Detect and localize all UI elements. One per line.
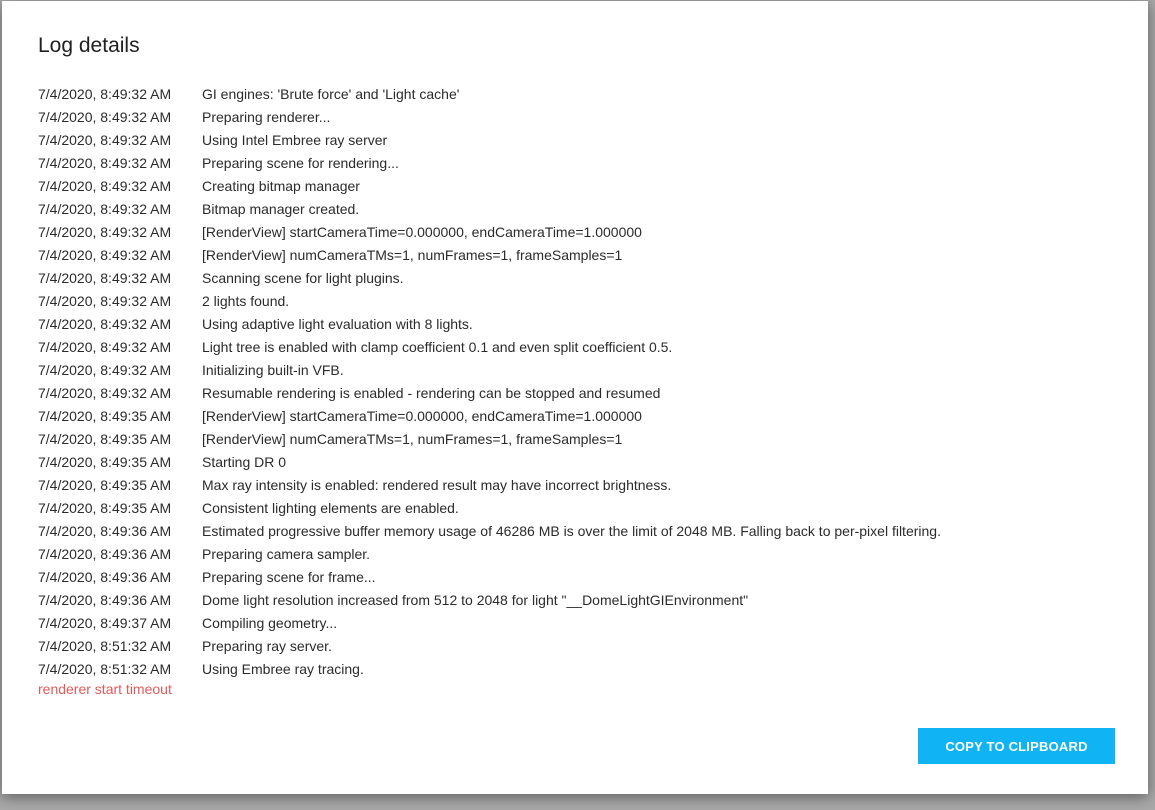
log-message: Initializing built-in VFB. xyxy=(202,362,344,378)
log-entry xyxy=(38,451,1098,474)
log-entry xyxy=(38,83,1098,106)
log-message: Consistent lighting elements are enabled. xyxy=(202,500,459,516)
log-message: Preparing scene for frame... xyxy=(202,569,376,585)
log-message: Preparing scene for rendering... xyxy=(202,155,399,171)
log-timestamp: 7/4/2020, 8:49:32 AM xyxy=(38,362,172,378)
log-timestamp: 7/4/2020, 8:49:36 AM xyxy=(38,592,172,608)
log-timestamp: 7/4/2020, 8:51:32 AM xyxy=(38,638,172,654)
log-timestamp: 7/4/2020, 8:49:36 AM xyxy=(38,546,172,562)
log-timestamp: 7/4/2020, 8:49:32 AM xyxy=(38,293,172,309)
log-entry xyxy=(38,244,1098,267)
log-message: Preparing renderer... xyxy=(202,109,331,125)
copy-to-clipboard-button[interactable]: COPY TO CLIPBOARD xyxy=(918,728,1115,764)
log-entry xyxy=(38,474,1098,497)
log-entry xyxy=(38,382,1098,405)
dialog-title: Log details xyxy=(38,34,140,57)
log-message: [RenderView] numCameraTMs=1, numFrames=1, frameSamples=1 xyxy=(202,431,623,447)
log-entry xyxy=(38,428,1098,451)
log-timestamp: 7/4/2020, 8:49:32 AM xyxy=(38,247,172,263)
log-message: [RenderView] startCameraTime=0.000000, endCameraTime=1.000000 xyxy=(202,408,642,424)
log-message: Max ray intensity is enabled: rendered result may have incorrect brightness. xyxy=(202,477,672,493)
log-entry xyxy=(38,336,1098,359)
log-timestamp: 7/4/2020, 8:49:32 AM xyxy=(38,155,172,171)
log-entry xyxy=(38,290,1098,313)
log-message: [RenderView] numCameraTMs=1, numFrames=1, frameSamples=1 xyxy=(202,247,623,263)
log-message: GI engines: 'Brute force' and 'Light cache' xyxy=(202,86,460,102)
log-message: Light tree is enabled with clamp coefficient 0.1 and even split coefficient 0.5. xyxy=(202,339,673,355)
log-details-dialog xyxy=(2,1,1148,794)
log-entry xyxy=(38,658,1098,681)
log-entry xyxy=(38,635,1098,658)
log-entry xyxy=(38,612,1098,635)
log-timestamp: 7/4/2020, 8:49:32 AM xyxy=(38,224,172,240)
log-timestamp: 7/4/2020, 8:49:32 AM xyxy=(38,86,172,102)
log-message: Using Intel Embree ray server xyxy=(202,132,388,148)
log-timestamp: 7/4/2020, 8:49:35 AM xyxy=(38,477,172,493)
log-timestamp: 7/4/2020, 8:49:32 AM xyxy=(38,339,172,355)
log-timestamp: 7/4/2020, 8:51:32 AM xyxy=(38,661,172,677)
log-message: Creating bitmap manager xyxy=(202,178,360,194)
log-entry xyxy=(38,520,1098,543)
log-entry xyxy=(38,589,1098,612)
error-message: renderer start timeout xyxy=(38,681,172,697)
log-message: [RenderView] startCameraTime=0.000000, endCameraTime=1.000000 xyxy=(202,224,642,240)
log-timestamp: 7/4/2020, 8:49:35 AM xyxy=(38,431,172,447)
log-entry xyxy=(38,405,1098,428)
log-entry xyxy=(38,359,1098,382)
log-entry xyxy=(38,497,1098,520)
log-message: Dome light resolution increased from 512 to 2048 for light "__DomeLightGIEnvironment" xyxy=(202,592,749,608)
log-entry xyxy=(38,221,1098,244)
log-entry xyxy=(38,129,1098,152)
log-timestamp: 7/4/2020, 8:49:32 AM xyxy=(38,178,172,194)
log-timestamp: 7/4/2020, 8:49:32 AM xyxy=(38,385,172,401)
log-timestamp: 7/4/2020, 8:49:35 AM xyxy=(38,500,172,516)
log-timestamp: 7/4/2020, 8:49:32 AM xyxy=(38,316,172,332)
log-entry xyxy=(38,566,1098,589)
log-entry xyxy=(38,175,1098,198)
log-message: Resumable rendering is enabled - rendering can be stopped and resumed xyxy=(202,385,661,401)
log-timestamp: 7/4/2020, 8:49:35 AM xyxy=(38,454,172,470)
log-timestamp: 7/4/2020, 8:49:32 AM xyxy=(38,132,172,148)
log-entry xyxy=(38,543,1098,566)
log-timestamp: 7/4/2020, 8:49:36 AM xyxy=(38,569,172,585)
log-message: Using adaptive light evaluation with 8 lights. xyxy=(202,316,473,332)
log-list xyxy=(38,83,1098,699)
log-timestamp: 7/4/2020, 8:49:32 AM xyxy=(38,201,172,217)
log-entry xyxy=(38,198,1098,221)
log-message: Preparing camera sampler. xyxy=(202,546,371,562)
log-message: Estimated progressive buffer memory usage of 46286 MB is over the limit of 2048 MB. Falling back to per-pixel filtering. xyxy=(202,523,941,539)
log-timestamp: 7/4/2020, 8:49:32 AM xyxy=(38,270,172,286)
log-message: Preparing ray server. xyxy=(202,638,332,654)
log-message: 2 lights found. xyxy=(202,293,290,309)
log-entry xyxy=(38,152,1098,175)
log-message: Bitmap manager created. xyxy=(202,201,360,217)
log-message: Starting DR 0 xyxy=(202,454,287,470)
log-message: Scanning scene for light plugins. xyxy=(202,270,404,286)
log-timestamp: 7/4/2020, 8:49:36 AM xyxy=(38,523,172,539)
log-entry xyxy=(38,106,1098,129)
log-timestamp: 7/4/2020, 8:49:37 AM xyxy=(38,615,172,631)
log-message: Compiling geometry... xyxy=(202,615,338,631)
log-message: Using Embree ray tracing. xyxy=(202,661,364,677)
log-timestamp: 7/4/2020, 8:49:32 AM xyxy=(38,109,172,125)
log-entry xyxy=(38,313,1098,336)
log-entry xyxy=(38,267,1098,290)
log-timestamp: 7/4/2020, 8:49:35 AM xyxy=(38,408,172,424)
